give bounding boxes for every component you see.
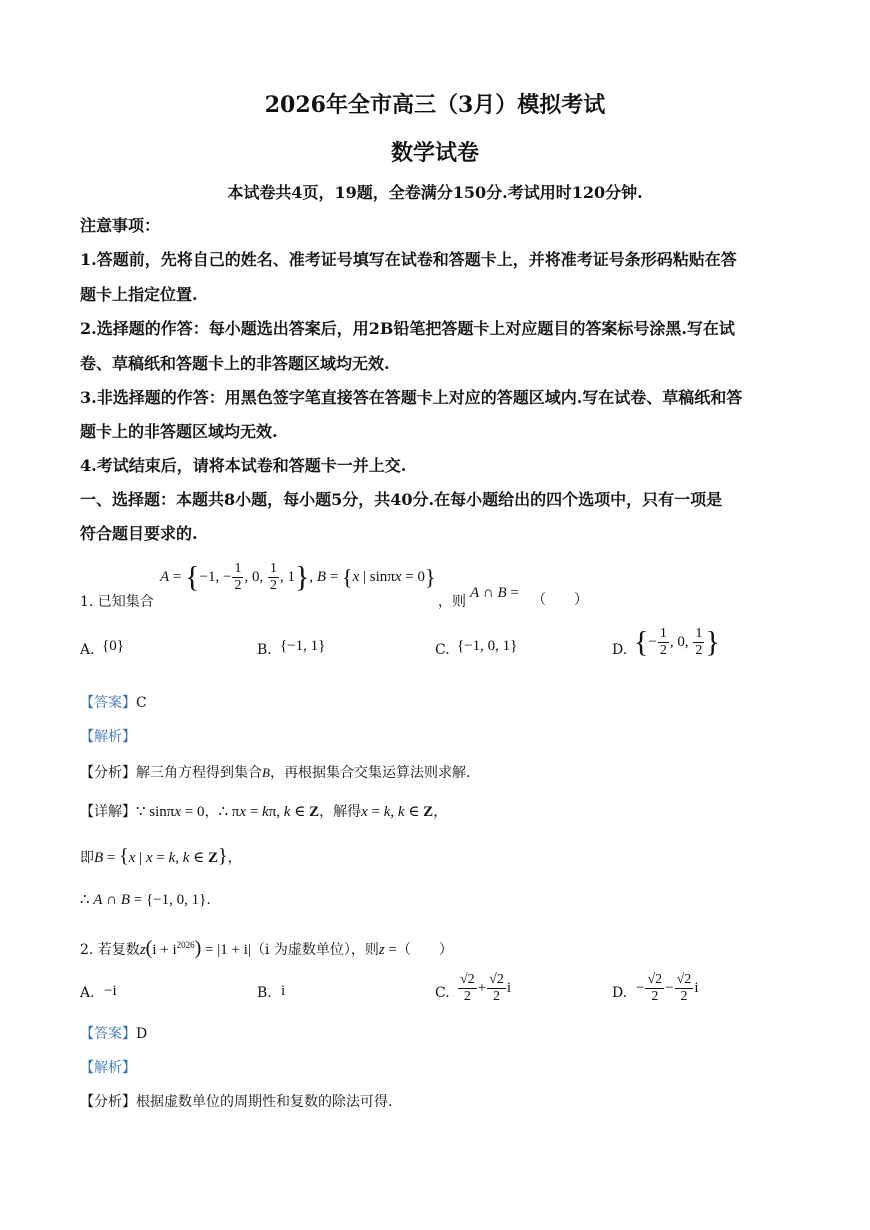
q2-option-d-label: D. <box>612 985 628 1001</box>
q2-answer <box>80 1023 147 1043</box>
note-3-line-1: 3.非选择题的作答：用黑色签字笔直接答在答题卡上对应的答题区域内.写在试卷、草稿纸和答 <box>80 388 743 407</box>
q1-detail: 【详解】∵ sinπx = 0，∴ πx = kπ, k ∈ Z，解得x = k, k ∈ Z， <box>80 804 448 820</box>
note-4: 4.考试结束后，请将本试卷和答题卡一并上交. <box>80 456 407 475</box>
q2-option-b: i <box>281 983 286 999</box>
section-1-line-1: 一、选择题：本题共8小题，每小题5分，共40分.在每小题给出的四个选项中，只有一项是 <box>80 490 723 509</box>
q1-comma: ， <box>227 850 242 866</box>
q1-intersection: A ∩ B = <box>470 585 519 601</box>
exam-title: 2026年全市高三（3月）模拟考试 <box>264 92 606 118</box>
q1-suffix: ，则 <box>438 594 466 610</box>
exam-info: 本试卷共4页，19题，全卷满分150分.考试用时120分钟. <box>227 183 643 202</box>
q1-ji: 即 <box>80 850 94 866</box>
q1-analysis-tag: 【解析】 <box>80 729 136 745</box>
note-2-line-2: 卷、草稿纸和答题卡上的非答题区域均无效. <box>80 354 390 373</box>
note-1-line-1: 1.答题前，先将自己的姓名、准考证号填写在试卷和答题卡上，并将准考证号条形码粘贴在答 <box>80 250 737 269</box>
q1-detail-text-1: ， <box>204 804 219 820</box>
q1-period: . <box>206 892 211 908</box>
q2-option-d: − $\frac{√2}{2}$ − $\frac{√2}{2}$ i <box>636 972 699 1004</box>
q2-answer-tag: 【答案】 <box>80 1026 136 1042</box>
q1-fenxi: 【分析】解三角方程得到集合B，再根据集合交集运算法则求解. <box>80 765 471 781</box>
q1-option-c-label: C. <box>435 642 450 658</box>
q2-option-c: $\frac{√2}{2}$ + $\frac{√2}{2}$ i <box>460 972 512 1004</box>
q1-option-d: {− $\frac{1}{2}$ , 0, $\frac{1}{2}$ } <box>634 625 720 659</box>
q2-ask: （ ） <box>396 942 453 958</box>
q1-fenxi-text-2: ，再根据集合交集运算法则求解. <box>269 765 471 781</box>
q2-option-c-label: C. <box>435 985 450 1001</box>
q2-fenxi-text: 根据虚数单位的周期性和复数的除法可得. <box>136 1094 393 1110</box>
q1-detail-tag: 【详解】 <box>80 804 136 820</box>
notes-heading: 注意事项： <box>80 216 161 235</box>
q1-set-definitions: A = {−1, − $\frac{1}{2}$ , 0, $\frac{1}{2}$ , 1}, B = {x | sinπx = 0} <box>160 560 436 594</box>
q2-mid: （i 为虚数单位），则 <box>250 942 379 958</box>
q2-stem: 2. 若复数$z(i + i^{2026}) = |1 + i|(i$ 为虚数单位），则z =（ ） <box>80 937 453 959</box>
q1-option-a: {0} <box>102 638 124 654</box>
q2-option-b-label: B. <box>257 985 272 1001</box>
note-1-line-2: 题卡上指定位置. <box>80 285 198 304</box>
q2-option-a: −i <box>104 983 117 999</box>
q1-conclusion: ∴ A ∩ B = {−1, 0, 1}. <box>80 892 211 908</box>
q2-analysis-tag: 【解析】 <box>80 1060 136 1076</box>
q1-fenxi-tag: 【分析】 <box>80 765 136 781</box>
q2-option-a-label: A. <box>80 985 95 1001</box>
q1-fenxi-text-1: 解三角方程得到集合 <box>136 765 262 781</box>
exam-subtitle: 数学试卷 <box>390 140 479 166</box>
q1-option-d-label: D. <box>612 642 628 658</box>
q1-option-b-label: B. <box>257 642 272 658</box>
q1-answer-value: C <box>136 695 147 711</box>
q1-set-b-result: 即B = {x | x = k, k ∈ Z}， <box>80 845 242 867</box>
q1-detail-text-2: ，解得 <box>319 804 362 820</box>
note-3-line-2: 题卡上的非答题区域均无效. <box>80 422 278 441</box>
q1-option-b: {−1, 1} <box>280 638 326 654</box>
q1-option-c: {−1, 0, 1} <box>457 638 518 654</box>
q2-answer-value: D <box>136 1026 148 1042</box>
q2-fenxi <box>80 1091 392 1111</box>
q1-option-a-label: A. <box>80 642 95 658</box>
q1-answer-tag: 【答案】 <box>80 695 136 711</box>
q1-ask: （ ） <box>532 592 588 608</box>
q1-detail-text-3: ， <box>433 804 448 820</box>
q1-answer <box>80 692 147 712</box>
q1-prefix: 1. 已知集合 <box>80 594 154 610</box>
q2-fenxi-tag: 【分析】 <box>80 1094 136 1110</box>
note-2-line-1: 2.选择题的作答：每小题选出答案后，用2B铅笔把答题卡上对应题目的答案标号涂黑.写在试 <box>80 319 735 338</box>
q2-prefix: 2. 若复数 <box>80 942 140 958</box>
section-1-line-2: 符合题目要求的. <box>80 524 198 543</box>
